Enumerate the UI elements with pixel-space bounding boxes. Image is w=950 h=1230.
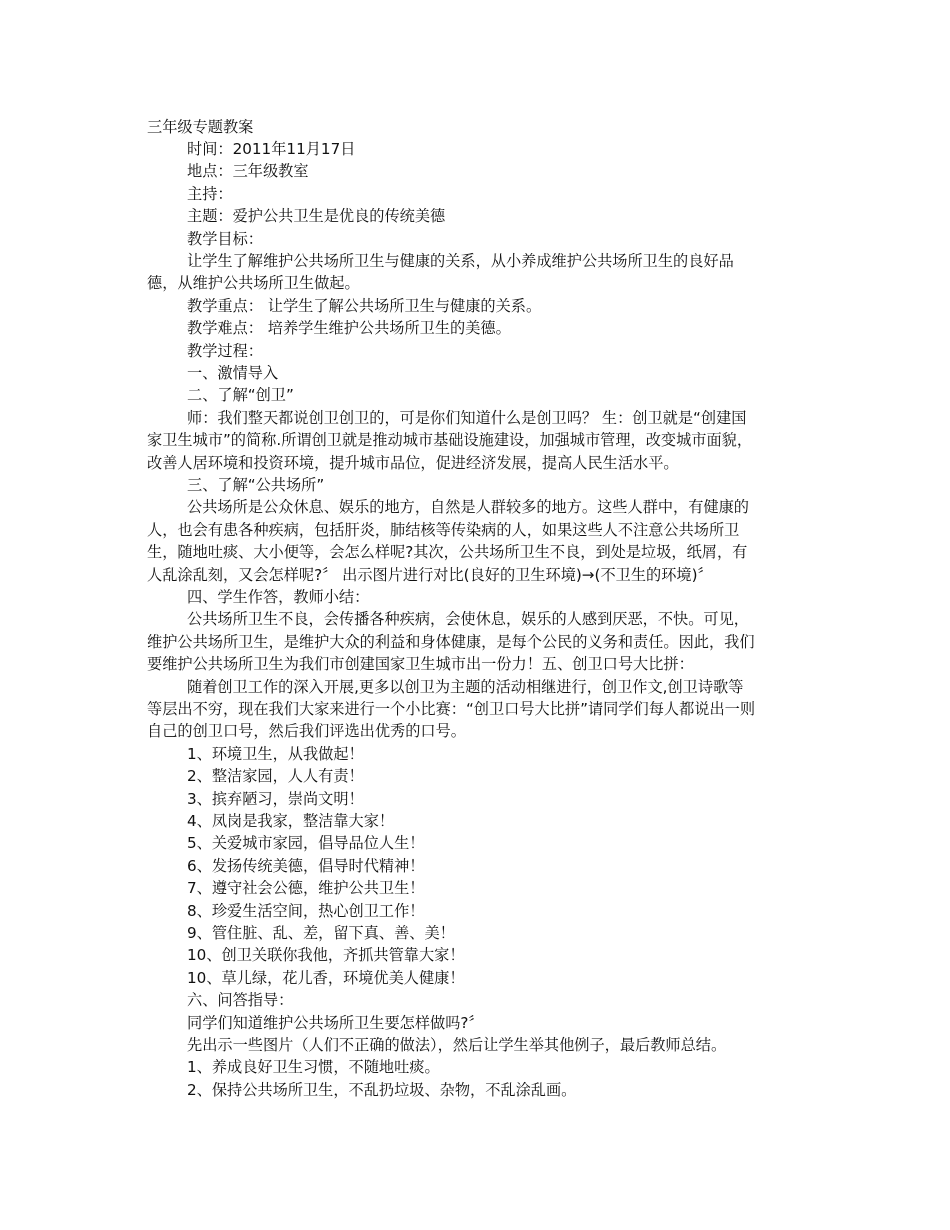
slogan-item: 9、管住脏、乱、差，留下真、善、美！	[187, 924, 455, 942]
text-line: 等层出不穷，现在我们大家来进行一个小比赛：“创卫口号大比拼”请同学们每人都说出一则	[147, 700, 756, 718]
slogan-item: 4、凤岗是我家，整洁靠大家！	[187, 812, 395, 830]
document-title: 三年级专题教案	[147, 118, 254, 136]
text-line-location: 地点：三年级教室	[187, 162, 309, 180]
text-line: 公共场所是公众休息、娱乐的地方，自然是人群较多的地方。这些人群中，有健康的	[187, 498, 749, 516]
text-line: 人，也会有患各种疾病，包括肝炎，肺结核等传染病的人，如果这些人不注意公共场所卫	[147, 521, 740, 539]
slogan-item: 6、发扬传统美德，倡导时代精神！	[187, 857, 425, 875]
section-heading-3: 三、了解“公共场所”	[187, 476, 325, 494]
section-heading-1: 一、激情导入	[187, 364, 279, 382]
section-heading-4: 四、学生作答，教师小结：	[187, 588, 370, 606]
text-line: 维护公共场所卫生，是维护大众的利益和身体健康，是每个公民的义务和责任。因此，我们	[147, 633, 755, 651]
slogan-item: 2、整洁家园，人人有责！	[187, 767, 364, 785]
slogan-item: 1、环境卫生，从我做起！	[187, 745, 364, 763]
text-line-host: 主持：	[187, 185, 233, 203]
slogan-item: 3、摈弃陋习，崇尚文明！	[187, 790, 364, 808]
slogan-item: 8、珍爱生活空间，热心创卫工作！	[187, 902, 425, 920]
text-line: 公共场所卫生不良，会传播各种疾病，会使休息，娱乐的人感到厌恶，不快。可见，	[187, 610, 749, 628]
section-heading-6: 六、问答指导：	[187, 991, 294, 1009]
text-line: 同学们知道维护公共场所卫生要怎样做吗?〞	[187, 1014, 484, 1032]
text-line-difficulty: 教学难点： 培养学生维护公共场所卫生的美德。	[187, 319, 511, 337]
slogan-item: 5、关爱城市家园，倡导品位人生！	[187, 834, 425, 852]
text-line: 先出示一些图片（人们不正确的做法），然后让学生举其他例子，最后教师总结。	[187, 1036, 727, 1054]
text-line: 随着创卫工作的深入开展,更多以创卫为主题的活动相继进行，创卫作文,创卫诗歌等	[187, 678, 744, 696]
text-line: 德，从维护公共场所卫生做起。	[147, 274, 360, 292]
slogan-item: 7、遵守社会公德，维护公共卫生！	[187, 879, 425, 897]
text-line: 生，随地吐痰、大小便等，会怎么样呢?其次，公共场所卫生不良，到处是垃圾，纸屑，有	[147, 543, 748, 561]
text-line: 人乱涂乱刻，又会怎样呢?〞 出示图片进行对比(良好的卫生环境)→(不卫生的环境)〞	[147, 566, 713, 584]
text-line-objectives-heading: 教学目标：	[187, 230, 263, 248]
text-line-theme: 主题：爱护公共卫生是优良的传统美德	[187, 207, 446, 225]
slogan-item: 10、草儿绿，花儿香，环境优美人健康！	[187, 969, 465, 987]
slogan-item: 10、创卫关联你我他，齐抓共管靠大家！	[187, 946, 465, 964]
text-line: 家卫生城市”的简称.所谓创卫就是推动城市基础设施建设，加强城市管理，改变城市面貌，	[147, 431, 753, 449]
list-item: 1、养成良好卫生习惯，不随地吐痰。	[187, 1058, 440, 1076]
list-item: 2、保持公共场所卫生，不乱扔垃圾、杂物，不乱涂乱画。	[187, 1081, 577, 1099]
text-line: 师：我们整天都说创卫创卫的，可是你们知道什么是创卫吗？ 生：创卫就是“创建国	[187, 409, 747, 427]
text-line: 让学生了解维护公共场所卫生与健康的关系，从小养成维护公共场所卫生的良好品	[187, 252, 734, 270]
text-line: 要维护公共场所卫生为我们市创建国家卫生城市出一份力！五、创卫口号大比拼：	[147, 655, 694, 673]
section-heading-2: 二、了解“创卫”	[187, 386, 294, 404]
text-line-time: 时间：2011年11月17日	[187, 140, 356, 158]
text-line: 改善人居环境和投资环境，提升城市品位，促进经济发展，提高人民生活水平。	[147, 454, 679, 472]
text-line-process-heading: 教学过程：	[187, 342, 263, 360]
text-line: 自己的创卫口号，然后我们评选出优秀的口号。	[147, 722, 466, 740]
text-line-key-point: 教学重点： 让学生了解公共场所卫生与健康的关系。	[187, 297, 542, 315]
